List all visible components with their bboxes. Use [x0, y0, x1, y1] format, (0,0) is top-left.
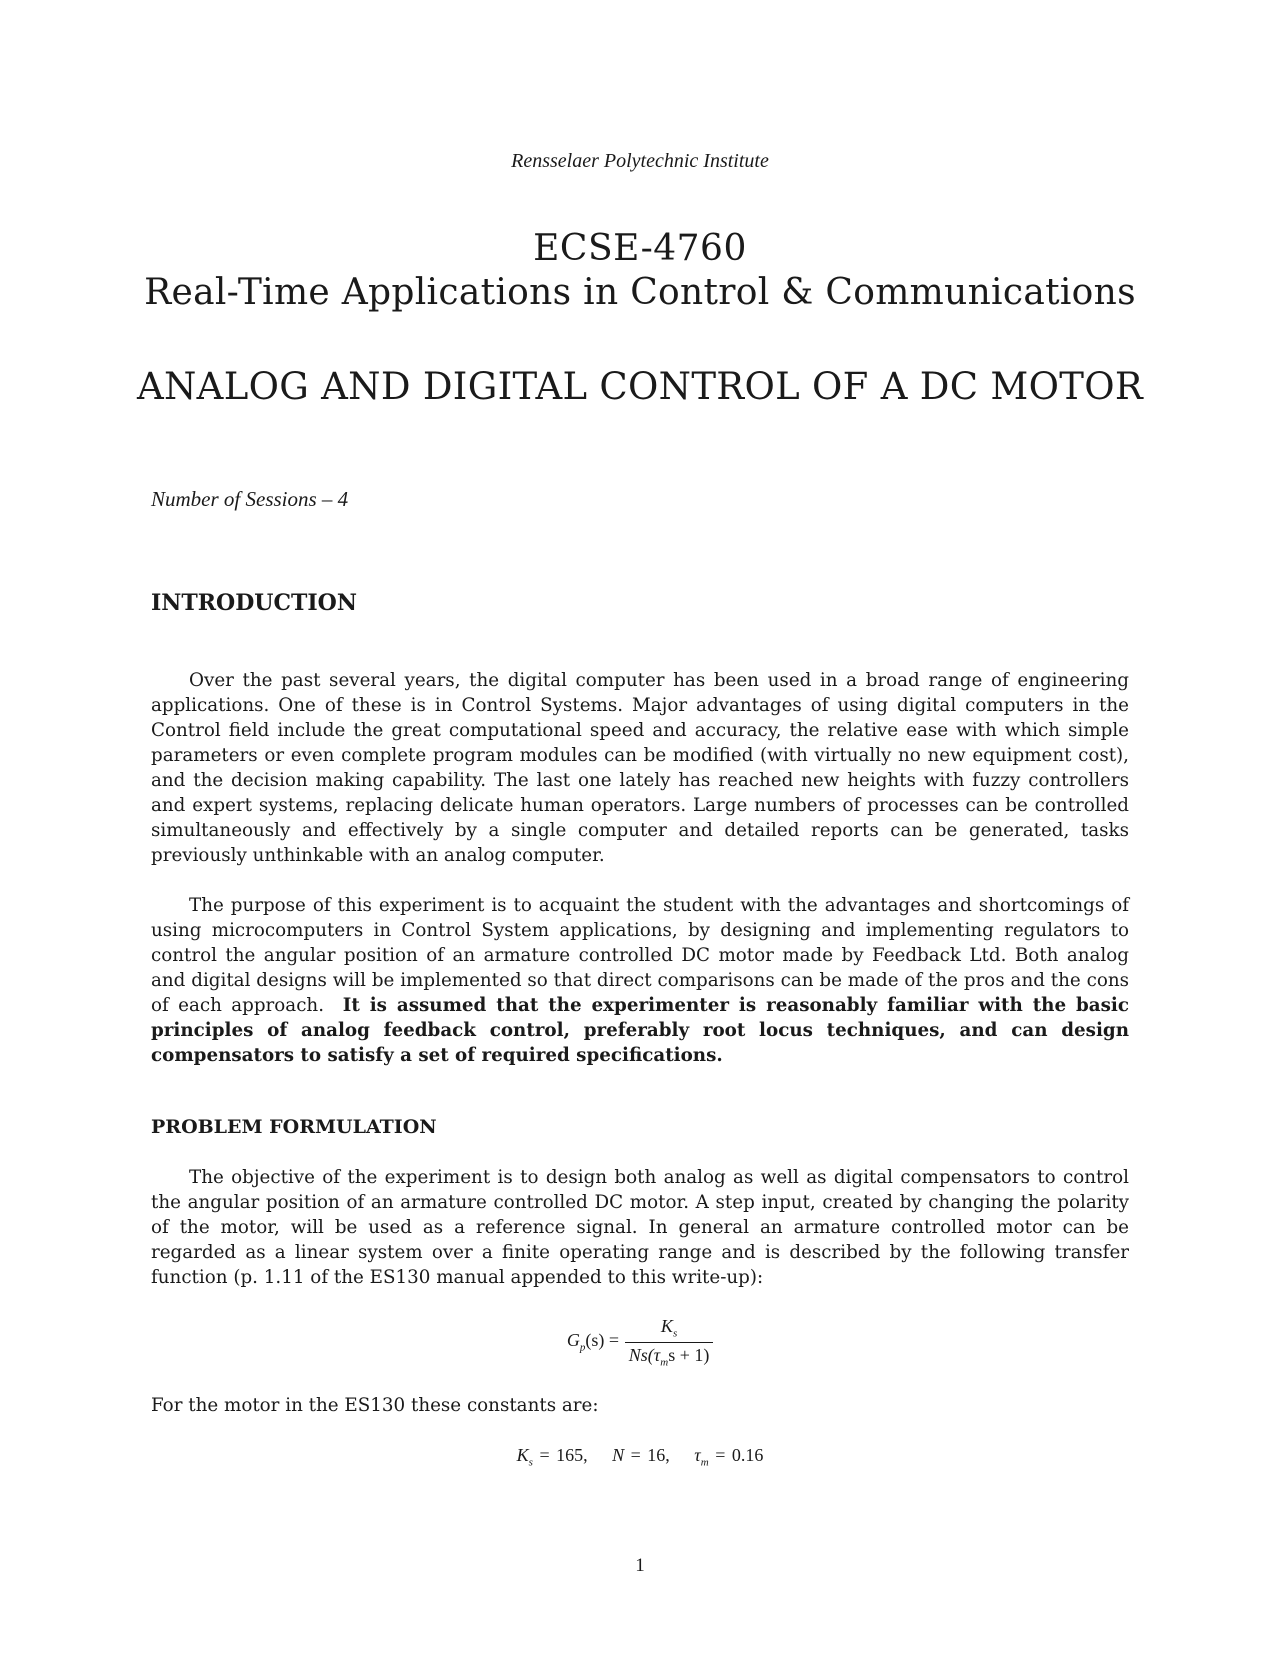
problem-paragraph-1-text: The objective of the experiment is to design both analog as well as digital compensators to control the angular position of an armature controlled DC motor. A step input, created by changing the polarity of the motor, will be used as a reference signal. In general an armature controlled motor can be regarded as a linear system over a finite operating range and is described by the following transfer function (p. 1.11 of the ES130 manual appended to this write-up): — [151, 1167, 1129, 1288]
page-number: 1 — [635, 1555, 645, 1576]
equation-lhs-sub: p — [579, 1341, 586, 1354]
n-value: = 16, — [630, 1445, 670, 1465]
problem-paragraph-1 — [151, 1165, 1129, 1290]
introduction-paragraph-2-text: The purpose of this experiment is to acquaint the student with the advantages and shortcomings of using microcomputers in Control System applications, by designing and implementing regulators to control the angular position of an armature controlled DC motor made by Feedback Ltd. Both analog and digital designs will be implemented so that direct comparisons can be made of the pros and the cons of each approach. — [151, 895, 1129, 1016]
tau-value: = 0.16 — [715, 1445, 764, 1465]
n-symbol: N — [612, 1445, 625, 1465]
denominator-sub: m — [660, 1356, 669, 1369]
ks-symbol: K — [516, 1445, 529, 1465]
course-title: Real-Time Applications in Control & Communications — [144, 272, 1136, 313]
equation-lhs-symbol: G — [566, 1330, 580, 1351]
denominator-suffix: s + 1) — [668, 1344, 710, 1365]
constants-intro: For the motor in the ES130 these constants are: — [151, 1395, 599, 1416]
numerator-sub: s — [672, 1327, 678, 1340]
equation-fraction — [625, 1316, 713, 1368]
introduction-paragraph-1-text: Over the past several years, the digital computer has been used in a broad range of engineering applications. One of these is in Control Systems. Major advantages of using digital computers in the Control field include the great computational speed and accuracy, the relative ease with which simple parameters or even complete program modules can be modified (with virtually no new equipment cost), and the decision making capability. The last one lately has reached new heights with fuzzy controllers and expert systems, replacing delicate human operators. Large numbers of processes can be controlled simultaneously and effectively by a single computer and detailed reports can be generated, tasks previously unthinkable with an analog computer. — [151, 670, 1129, 866]
tau-symbol: τ — [694, 1445, 701, 1465]
ks-value: = 165, — [539, 1445, 588, 1465]
problem-formulation-heading: PROBLEM FORMULATION — [151, 1116, 437, 1138]
document-title: ANALOG AND DIGITAL CONTROL OF A DC MOTOR — [136, 365, 1143, 408]
number-of-sessions: Number of Sessions – 4 — [151, 487, 349, 511]
introduction-heading: INTRODUCTION — [151, 590, 357, 616]
equation-denominator — [629, 1343, 710, 1369]
introduction-paragraph-1 — [151, 668, 1129, 868]
denominator-prefix: Ns(τ — [628, 1344, 661, 1365]
ks-sub: s — [528, 1456, 533, 1469]
introduction-paragraph-2-bold: It is assumed that the experimenter is reasonably familiar with the basic principles of analog feedback control, preferably root locus techniques, and can design compensators to satisfy a set of required specifications. — [151, 995, 1130, 1066]
transfer-function-equation — [0, 1316, 1280, 1368]
equation-lhs-arg: (s) = — [585, 1330, 620, 1351]
equation-numerator — [625, 1316, 713, 1343]
tau-sub: m — [700, 1456, 709, 1469]
equation-lhs — [567, 1330, 619, 1354]
motor-constants-equation — [0, 1445, 1280, 1469]
introduction-paragraph-2 — [151, 893, 1129, 1068]
institute-name: Rensselaer Polytechnic Institute — [511, 150, 769, 172]
course-code: ECSE-4760 — [533, 228, 747, 269]
numerator-symbol: K — [660, 1316, 673, 1336]
